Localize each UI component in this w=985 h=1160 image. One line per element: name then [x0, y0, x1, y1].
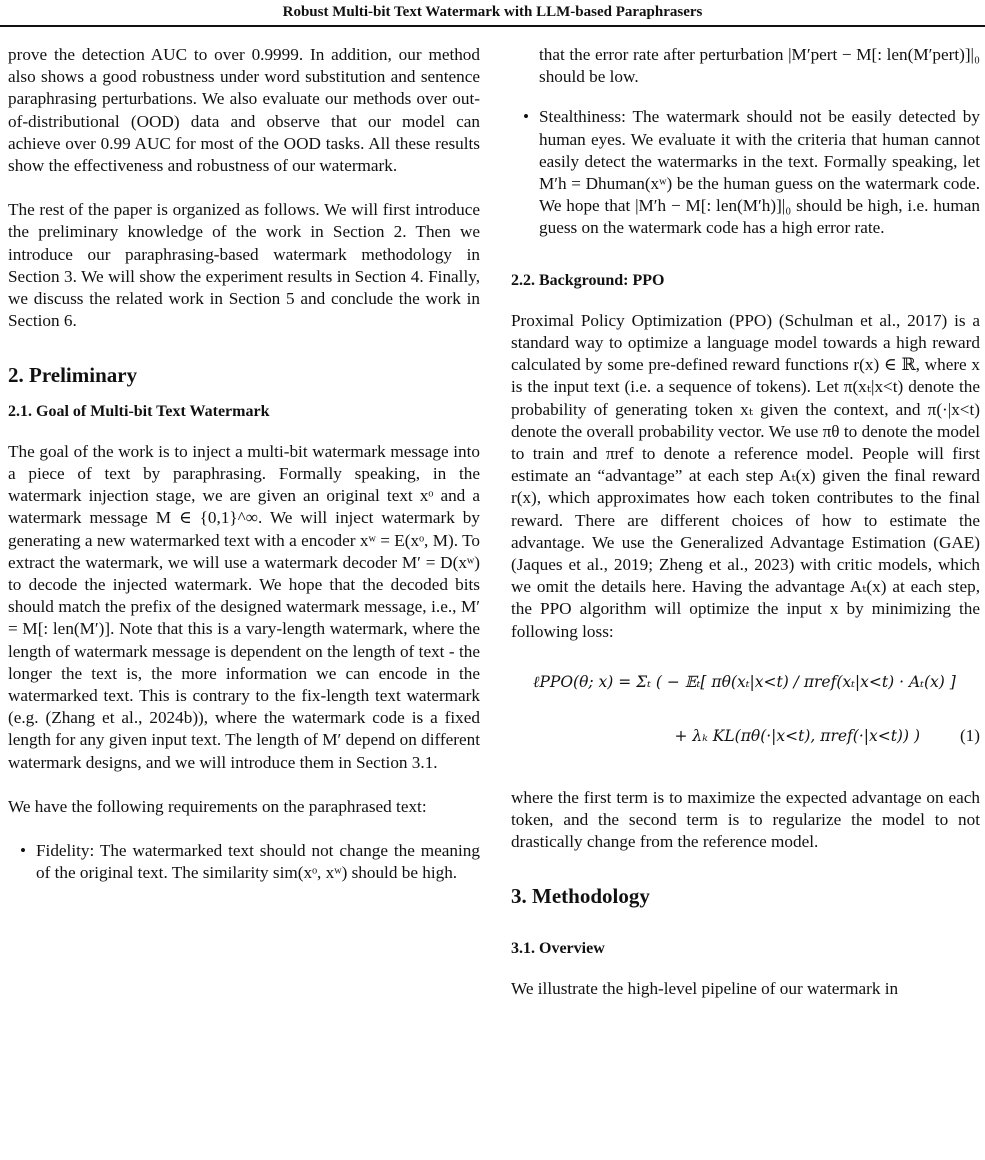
ppo-paragraph: Proximal Policy Optimization (PPO) (Schulman et al., 2017) is a standard way to optimize a language model towards a high reward calculated by some pre-defined reward functions r(x) ∈ ℝ, where x is the input text (i.e. a sequence of tokens). Let π(xₜ|x<t) denote the probability of generating token xₜ given the context, and π(·|x<t) denote the overall probability vector. We use πθ to denote the model to train and πref to denote a reference model. People will first estimate an “advantage” at each step Aₜ(x) given the final reward r(x), which approximates how each token contributes to the final reward. There are different choices of how to estimate the advantage. We use the Generalized Advantage Estimation (GAE) (Jaques et al., 2019; Zheng et al., 2023) with critic models, which we omit the details here. Having the advantage Aₜ(x) at each step, the PPO algorithm will optimize the input x by minimizing the following loss: [511, 310, 980, 641]
equation-1-line-2: + λₖ KL(πθ(·|x<t), πref(·|x<t)) ) [674, 726, 920, 745]
left-column [8, 44, 480, 903]
requirements-list-continued [511, 106, 980, 239]
equation-1-line-1: ℓPPO(θ; x) = Σₜ ( − 𝔼ₜ[ πθ(xₜ|x<t) / πref(xₜ|x<t) · Aₜ(x) ] [533, 672, 956, 691]
equation-1 [511, 661, 980, 779]
paper-organization-paragraph: The rest of the paper is organized as follows. We will first introduce the preliminary knowledge of the work in Section 2. Then we introduce our paraphrasing-based watermark methodology in Section 3. We will show the experiment results in Section 4. Finally, we discuss the related work in Section 5 and conclude the work in Section 6. [8, 200, 480, 331]
fidelity-bullet: • Fidelity: The watermarked text should not change the meaning of the original text. The similarity sim(xᵒ, xʷ) should be high. [36, 840, 480, 884]
requirements-intro-paragraph: We have the following requirements on the paraphrased text: [8, 796, 427, 816]
running-header [0, 0, 985, 26]
robustness-bullet-continuation: that the error rate after perturbation |M′pert − M[: len(M′pert)]|₀ should be low. [539, 45, 980, 87]
subsection-3-1-heading: 3.1. Overview [511, 939, 605, 957]
right-column [511, 44, 980, 1000]
subsection-2-1-heading: 2.1. Goal of Multi-bit Text Watermark [8, 402, 270, 420]
section-3-heading: 3. Methodology [511, 884, 650, 909]
section-2-heading: 2. Preliminary [8, 363, 138, 388]
intro-paragraph-end: prove the detection AUC to over 0.9999. In addition, our method also shows a good robustness under word substitution and sentence paraphrasing perturbations. We also evaluate our methods over out-of-distributional (OOD) data and observe that our model can achieve over 0.99 AUC for most of the OOD tasks. All these results show the effectiveness and robustness of our watermark. [8, 45, 480, 176]
equation-1-number: (1) [959, 725, 980, 745]
header-rule [0, 25, 985, 27]
running-header-title: Robust Multi-bit Text Watermark with LLM-based Paraphrasers [282, 4, 703, 20]
overview-paragraph: We illustrate the high-level pipeline of our watermark in [511, 978, 899, 998]
stealthiness-bullet: • Stealthiness: The watermark should not be easily detected by human eyes. We evaluate it with the criteria that human cannot easily detect the watermarks in the text. Formally speaking, let M′h = Dhuman(xʷ) be the human guess on the watermark code. We hope that |M′h − M[: len(M′h)]|₀ should be high, i.e. human guess on the watermark code has a high error rate. [539, 106, 980, 239]
requirements-list [8, 840, 480, 884]
subsection-2-2-heading: 2.2. Background: PPO [511, 271, 665, 289]
goal-paragraph: The goal of the work is to inject a multi-bit watermark message into a piece of text by paraphrasing. Formally speaking, in the watermark injection stage, we are given an original text xᵒ and a watermark message M ∈ {0,1}^∞. We will inject watermark by generating a new watermarked text with a encoder xʷ = E(xᵒ, M). To extract the watermark, we will use a watermark decoder M′ = D(xʷ) to decode the injected watermark. We hope that the decoded bits should match the prefix of the designed watermark message, i.e., M′ = M[: len(M′)]. Note that this is a vary-length watermark, where the length of watermark message is dependent on the length of text - the longer the text is, the more information we can encode in the watermarked text. This is contrary to the fix-length text watermark (e.g. (Zhang et al., 2024b)), where the watermark code is a fixed length for any given input text. The length of M′ depend on different watermark designs, and we will introduce them in Section 3.1. [8, 441, 480, 772]
loss-explanation-paragraph: where the first term is to maximize the expected advantage on each token, and the second term is to regularize the model to not drastically change from the reference model. [511, 787, 980, 852]
